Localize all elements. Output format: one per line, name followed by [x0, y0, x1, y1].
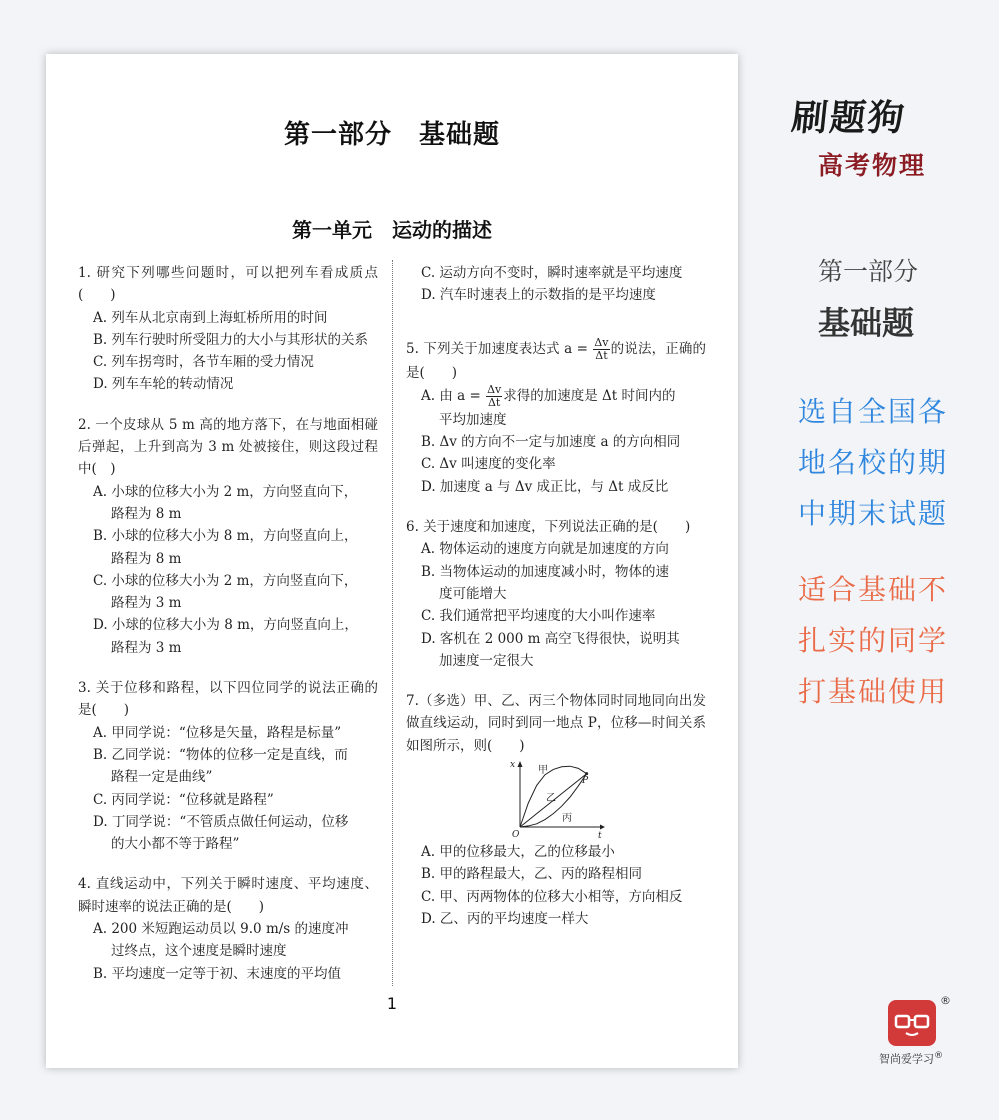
publisher-logo-icon [888, 1000, 936, 1046]
stem-before: 5. 下列关于加速度表达式 a = [406, 340, 588, 357]
question-stem: 2. 一个皮球从 5 m 高的地方落下，在与地面相碰后弹起，上升到高为 3 m 处被接住，则这段过程中( ) [78, 416, 378, 478]
option-a-cont: 路程为 8 m [111, 505, 182, 522]
orange-line: 打基础使用 [798, 675, 949, 708]
option-b: B. Δv 的方向不一定与加速度 a 的方向相同 [421, 434, 681, 451]
stem-after: 的说法，正确的是( ) [406, 340, 706, 381]
frac-den: Δt [487, 395, 501, 409]
option-d-cont: 路程为 3 m [111, 639, 182, 656]
orange-line: 适合基础不 [798, 573, 949, 606]
question-5 [406, 337, 706, 498]
question-7 [406, 690, 706, 930]
option-b: B. 小球的位移大小为 8 m，方向竖直向上， [93, 528, 358, 545]
x-axis-label: t [598, 831, 602, 840]
option-d: D. 汽车时速表上的示数指的是平均速度 [421, 287, 656, 304]
option-a: A. 列车从北京南到上海虹桥所用的时间 [93, 309, 328, 326]
fraction-dv-dt [486, 384, 502, 409]
fraction-dv-dt [593, 337, 609, 362]
publisher-name [879, 1050, 943, 1067]
frac-den: Δt [595, 348, 608, 362]
option-c: C. 列车拐弯时，各节车厢的受力情况 [93, 354, 314, 371]
option-c: C. 小球的位移大小为 2 m，方向竖直向下， [93, 572, 358, 589]
glasses-icon [888, 1000, 936, 1046]
option-a: A. 小球的位移大小为 2 m，方向竖直向下， [93, 483, 358, 500]
option-c: C. 运动方向不变时，瞬时速率就是平均速度 [421, 265, 683, 281]
option-a: A. 甲的位移最大，乙的位移最小 [421, 844, 615, 861]
option-b-cont: 路程一定是曲线” [111, 769, 213, 786]
option-d: D. 加速度 a 与 Δv 成正比，与 Δt 成反比 [421, 478, 669, 495]
frac-num: Δv [487, 382, 502, 396]
option-b: B. 列车行驶时所受阻力的大小与其形状的关系 [93, 331, 369, 348]
option-b-cont: 路程为 8 m [111, 550, 182, 567]
option-c: C. 甲、丙两物体的位移大小相等，方向相反 [421, 888, 683, 905]
option-d: D. 丁同学说：“不管质点做任何运动，位移 [93, 813, 349, 830]
question-3 [78, 677, 378, 855]
option-d-cont: 的大小都不等于路程” [111, 836, 240, 853]
part-title: 第一部分 基础题 [283, 120, 500, 150]
option-a-cont: 过终点，这个速度是瞬时速度 [111, 943, 287, 960]
question-2 [78, 414, 378, 659]
right-column [406, 262, 706, 948]
question-stem: 7.（多选）甲、乙、丙三个物体同时同地同向出发做直线运动，同时到同一地点 P，位移—时间关系如图所示，则( ) [406, 693, 706, 754]
registered-mark-small: ® [934, 1050, 944, 1061]
question-4 [78, 873, 378, 984]
option-a-cont: 平均加速度 [439, 411, 507, 428]
point-p-marker [585, 772, 588, 775]
option-a: A. 200 米短跑运动员以 9.0 m/s 的速度冲 [93, 921, 349, 938]
option-b: B. 平均速度一定等于初、末速度的平均值 [93, 965, 342, 982]
option-b-cont: 度可能增大 [439, 585, 507, 602]
subject-label: 高考物理 [818, 151, 927, 180]
series-label-jia: 甲 [538, 765, 548, 777]
opt-a-after: 求得的加速度是 Δt 时间内的 [503, 387, 676, 404]
option-b: B. 甲的路程最大，乙、丙的路程相同 [421, 866, 643, 883]
column-divider [392, 260, 393, 986]
question-stem: 6. 关于速度和加速度，下列说法正确的是( ) [406, 519, 691, 536]
option-d-cont: 加速度一定很大 [439, 652, 534, 669]
question-stem: 1. 研究下列哪些问题时，可以把列车看成质点( ) [78, 265, 378, 304]
y-axis-arrow [518, 761, 523, 767]
orange-line: 扎实的同学 [798, 624, 949, 657]
question-4-cont [406, 262, 706, 307]
question-6 [406, 516, 706, 672]
option-b: B. 当物体运动的加速度减小时，物体的速 [421, 563, 670, 580]
option-d: D. 列车车轮的转动情况 [93, 376, 234, 393]
page-number: 1 [386, 994, 398, 1013]
side-part-name: 基础题 [818, 304, 915, 342]
option-c-cont: 路程为 3 m [111, 595, 182, 612]
origin-label: O [512, 830, 520, 840]
option-d: D. 客机在 2 000 m 高空飞得很快，说明其 [421, 630, 680, 647]
side-part-label: 第一部分 [818, 257, 919, 286]
source-description [798, 386, 948, 539]
option-b: B. 乙同学说：“物体的位移一定是直线，而 [93, 746, 348, 763]
brand-logo-text: 刷题狗 [789, 98, 908, 139]
point-p-label: P [582, 776, 589, 787]
option-a: A. 物体运动的速度方向就是加速度的方向 [421, 541, 669, 558]
left-column [78, 262, 378, 1003]
question-stem [406, 337, 706, 384]
option-c: C. Δv 叫速度的变化率 [421, 456, 556, 473]
audience-description [798, 564, 948, 717]
series-label-bing: 丙 [562, 813, 572, 825]
blue-line: 地名校的期 [798, 446, 949, 479]
x-axis-arrow [600, 825, 605, 830]
frac-num: Δv [594, 335, 609, 349]
question-1 [78, 262, 378, 396]
series-label-yi: 乙 [546, 793, 556, 805]
exam-page [46, 54, 738, 1068]
question-stem: 3. 关于位移和路程，以下四位同学的说法正确的是( ) [78, 680, 378, 719]
option-c: C. 我们通常把平均速度的大小叫作速率 [421, 608, 656, 625]
option-c: C. 丙同学说：“位移就是路程” [93, 791, 274, 808]
registered-mark: ® [940, 994, 951, 1007]
blue-line: 选自全国各 [798, 395, 949, 428]
option-a [406, 384, 706, 409]
y-axis-label: x [510, 760, 516, 771]
publisher-caption: 智尚爱学习 [879, 1052, 934, 1066]
blue-line: 中期末试题 [798, 497, 949, 530]
option-d: D. 小球的位移大小为 8 m，方向竖直向上， [93, 617, 358, 634]
option-a: A. 甲同学说：“位移是矢量，路程是标量” [93, 724, 342, 741]
option-d: D. 乙、丙的平均速度一样大 [421, 910, 589, 927]
unit-title: 第一单元 运动的描述 [292, 218, 492, 242]
question-stem: 4. 直线运动中，下列关于瞬时速度、平均速度、瞬时速率的说法正确的是( ) [78, 876, 378, 915]
opt-a-before: A. 由 a = [421, 387, 481, 404]
position-time-graph [506, 759, 606, 839]
